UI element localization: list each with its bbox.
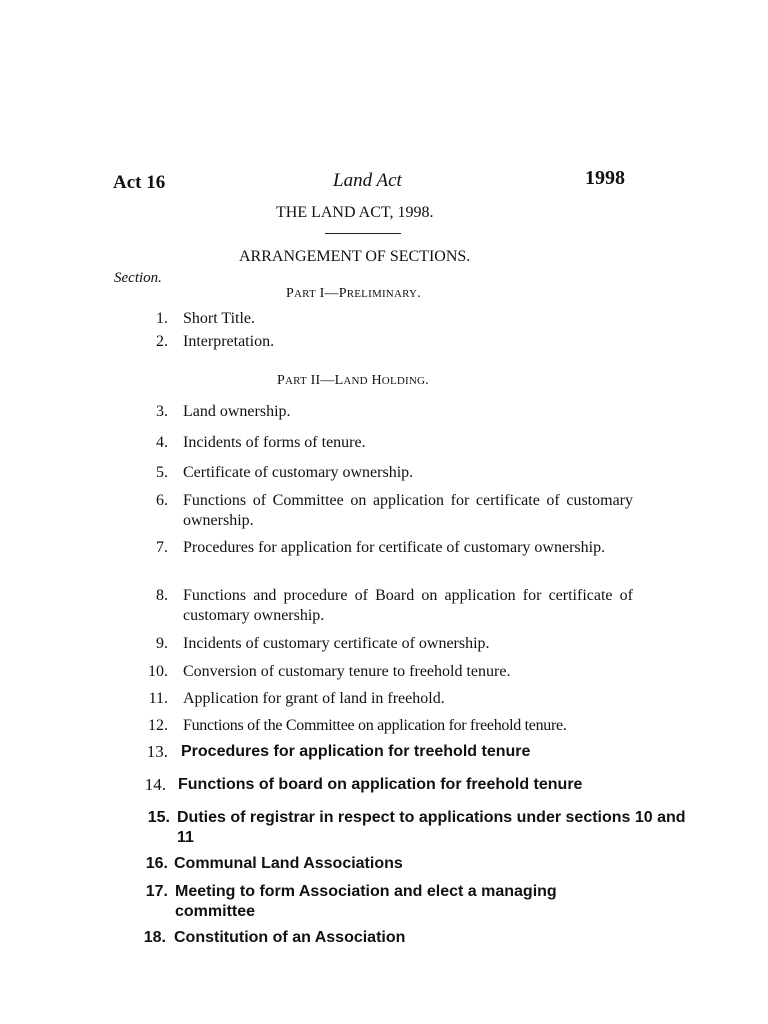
section-title: Meeting to form Association and elect a managing committee (175, 883, 557, 920)
act-name: Land Act (333, 170, 402, 191)
section-title: Conversion of customary tenure to freehold tenure. (183, 663, 511, 680)
section-number: 5. (156, 464, 168, 481)
section-column-label: Section. (114, 270, 162, 286)
section-number: 16. (145, 855, 168, 872)
section-number: 18. (143, 929, 166, 946)
section-number: 4. (156, 434, 168, 451)
section-title: Functions of Committee on application for certificate of customary ownership. (183, 492, 633, 529)
section-number: 12. (148, 717, 168, 734)
document-title: THE LAND ACT, 1998. (276, 204, 434, 221)
section-number: 1. (156, 310, 168, 327)
section-number: 6. (156, 492, 168, 509)
part-heading-preliminary: PART I—PRELIMINARY. (286, 286, 421, 301)
section-title: Incidents of customary certificate of ownership. (183, 635, 490, 652)
section-title: Land ownership. (183, 403, 291, 420)
section-number: 9. (156, 635, 168, 652)
part-heading-land-holding: PART II—LAND HOLDING. (277, 373, 429, 388)
section-title: Short Title. (183, 310, 256, 327)
section-number: 13. (146, 742, 168, 761)
act-year: 1998 (585, 167, 625, 189)
title-divider (325, 233, 401, 234)
section-number: 7. (156, 539, 168, 556)
arrangement-heading: ARRANGEMENT OF SECTIONS. (239, 248, 471, 265)
section-title: Procedures for application for certificate of customary ownership. (183, 539, 606, 556)
section-title: Certificate of customary ownership. (183, 464, 414, 481)
section-title: Procedures for application for treehold tenure (181, 743, 531, 760)
section-number: 11. (148, 690, 168, 707)
section-number: 2. (156, 333, 168, 350)
section-number: 14. (144, 775, 166, 794)
section-number: 10. (148, 663, 168, 680)
section-title: Communal Land Associations (174, 855, 403, 872)
section-title: Application for grant of land in freehold. (183, 690, 445, 707)
section-number: 3. (156, 403, 168, 420)
section-title: Constitution of an Association (174, 929, 406, 946)
section-title: Functions of the Committee on application for freehold tenure. (183, 717, 567, 734)
section-number: 15. (147, 809, 170, 826)
section-number: 8. (156, 587, 168, 604)
section-title: Functions and procedure of Board on application for certificate of customary ownership. (183, 587, 633, 624)
section-title: Functions of board on application for freehold tenure (178, 776, 583, 793)
section-title: Duties of registrar in respect to applications under sections 10 and 11 (177, 809, 686, 846)
section-title: Incidents of forms of tenure. (183, 434, 366, 451)
section-number: 17. (145, 883, 168, 900)
act-number: Act 16 (113, 172, 166, 193)
section-title: Interpretation. (183, 333, 275, 350)
